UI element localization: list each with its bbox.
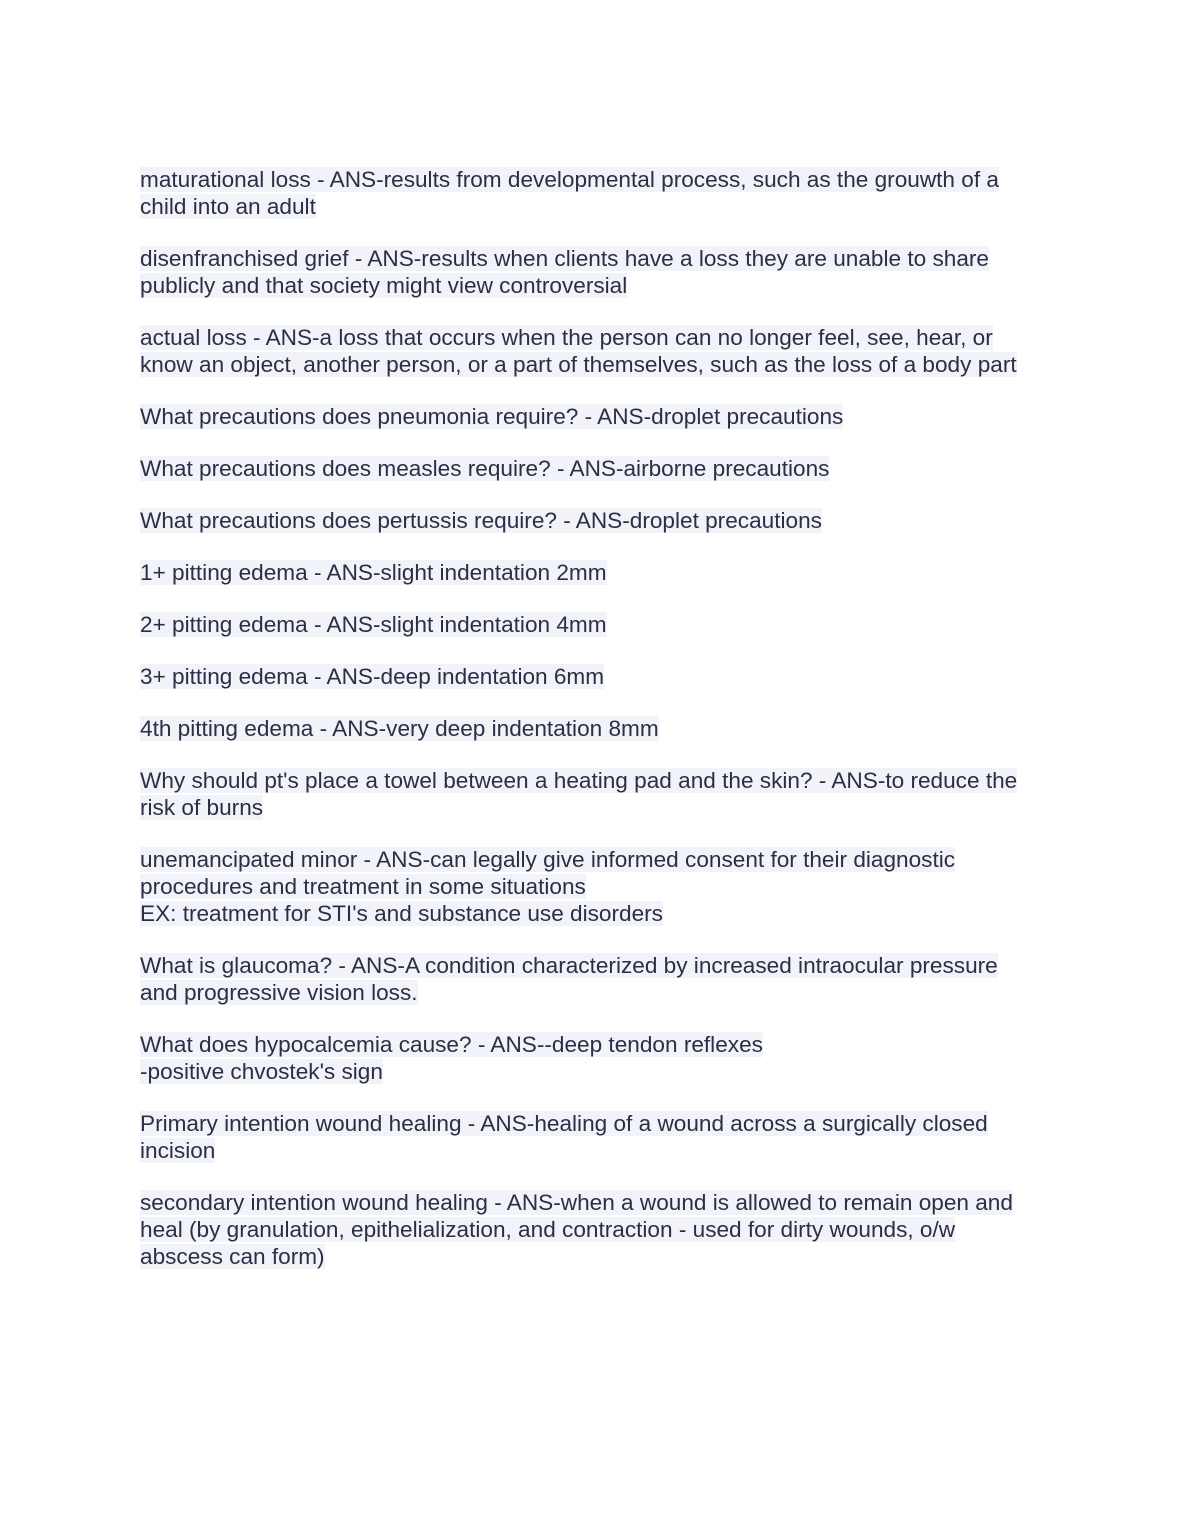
flashcard-entry xyxy=(140,611,1060,638)
flashcard-text: unemancipated minor - ANS-can legally give informed consent for their diagnostic xyxy=(140,847,956,872)
flashcard-text: actual loss - ANS-a loss that occurs when the person can no longer feel, see, hear, or xyxy=(140,325,993,350)
flashcard-text: maturational loss - ANS-results from developmental process, such as the grouwth of a xyxy=(140,167,999,192)
flashcard-line xyxy=(140,1031,1060,1058)
flashcard-entry xyxy=(140,663,1060,690)
flashcard-line xyxy=(140,455,1060,482)
flashcard-text: What precautions does pneumonia require? - ANS-droplet precautions xyxy=(140,404,844,429)
flashcard-line xyxy=(140,900,1060,927)
flashcard-text: 4th pitting edema - ANS-very deep indentation 8mm xyxy=(140,716,659,741)
flashcard-line xyxy=(140,715,1060,742)
flashcard-line xyxy=(140,979,1060,1006)
flashcard-text: incision xyxy=(140,1138,216,1163)
flashcard-line xyxy=(140,663,1060,690)
flashcard-text: Why should pt's place a towel between a heating pad and the skin? - ANS-to reduce the xyxy=(140,768,1018,793)
flashcard-line xyxy=(140,166,1060,193)
flashcard-line xyxy=(140,1216,1060,1243)
flashcard-line xyxy=(140,351,1060,378)
flashcard-line xyxy=(140,245,1060,272)
flashcard-line xyxy=(140,272,1060,299)
flashcard-line xyxy=(140,611,1060,638)
flashcard-text: Primary intention wound healing - ANS-healing of a wound across a surgically closed xyxy=(140,1111,988,1136)
flashcard-entry xyxy=(140,403,1060,430)
flashcard-line xyxy=(140,324,1060,351)
flashcard-line xyxy=(140,559,1060,586)
flashcard-entry xyxy=(140,952,1060,1006)
flashcard-text: What is glaucoma? - ANS-A condition characterized by increased intraocular pressure xyxy=(140,953,998,978)
flashcard-text: know an object, another person, or a part of themselves, such as the loss of a body part xyxy=(140,352,1017,377)
flashcard-entry xyxy=(140,166,1060,220)
flashcard-list xyxy=(140,166,1060,1270)
flashcard-entry xyxy=(140,245,1060,299)
flashcard-line xyxy=(140,767,1060,794)
flashcard-text: EX: treatment for STI's and substance use disorders xyxy=(140,901,663,926)
flashcard-text: risk of burns xyxy=(140,795,264,820)
flashcard-text: and progressive vision loss. xyxy=(140,980,418,1005)
document-page xyxy=(140,166,1060,1295)
flashcard-text: What precautions does pertussis require? - ANS-droplet precautions xyxy=(140,508,822,533)
flashcard-text: 3+ pitting edema - ANS-deep indentation 6mm xyxy=(140,664,605,689)
flashcard-text: 2+ pitting edema - ANS-slight indentation 4mm xyxy=(140,612,607,637)
flashcard-entry xyxy=(140,715,1060,742)
flashcard-text: publicly and that society might view controversial xyxy=(140,273,628,298)
flashcard-entry xyxy=(140,559,1060,586)
flashcard-line xyxy=(140,952,1060,979)
flashcard-line xyxy=(140,507,1060,534)
flashcard-text: -positive chvostek's sign xyxy=(140,1059,383,1084)
flashcard-text: secondary intention wound healing - ANS-when a wound is allowed to remain open and xyxy=(140,1190,1013,1215)
flashcard-entry xyxy=(140,767,1060,821)
flashcard-line xyxy=(140,1189,1060,1216)
flashcard-line xyxy=(140,873,1060,900)
flashcard-line xyxy=(140,403,1060,430)
flashcard-line xyxy=(140,193,1060,220)
flashcard-line xyxy=(140,794,1060,821)
flashcard-text: disenfranchised grief - ANS-results when clients have a loss they are unable to share xyxy=(140,246,989,271)
flashcard-entry xyxy=(140,846,1060,927)
flashcard-text: child into an adult xyxy=(140,194,316,219)
flashcard-text: What precautions does measles require? - ANS-airborne precautions xyxy=(140,456,830,481)
flashcard-text: 1+ pitting edema - ANS-slight indentation 2mm xyxy=(140,560,607,585)
flashcard-line xyxy=(140,1137,1060,1164)
flashcard-entry xyxy=(140,324,1060,378)
flashcard-line xyxy=(140,1110,1060,1137)
flashcard-text: heal (by granulation, epithelialization, and contraction - used for dirty wounds, o/w xyxy=(140,1217,956,1242)
flashcard-text: procedures and treatment in some situations xyxy=(140,874,586,899)
flashcard-entry xyxy=(140,1189,1060,1270)
flashcard-line xyxy=(140,1243,1060,1270)
flashcard-entry xyxy=(140,1110,1060,1164)
flashcard-entry xyxy=(140,455,1060,482)
flashcard-entry xyxy=(140,1031,1060,1085)
flashcard-text: What does hypocalcemia cause? - ANS--deep tendon reflexes xyxy=(140,1032,763,1057)
flashcard-line xyxy=(140,846,1060,873)
flashcard-entry xyxy=(140,507,1060,534)
flashcard-text: abscess can form) xyxy=(140,1244,325,1269)
flashcard-line xyxy=(140,1058,1060,1085)
